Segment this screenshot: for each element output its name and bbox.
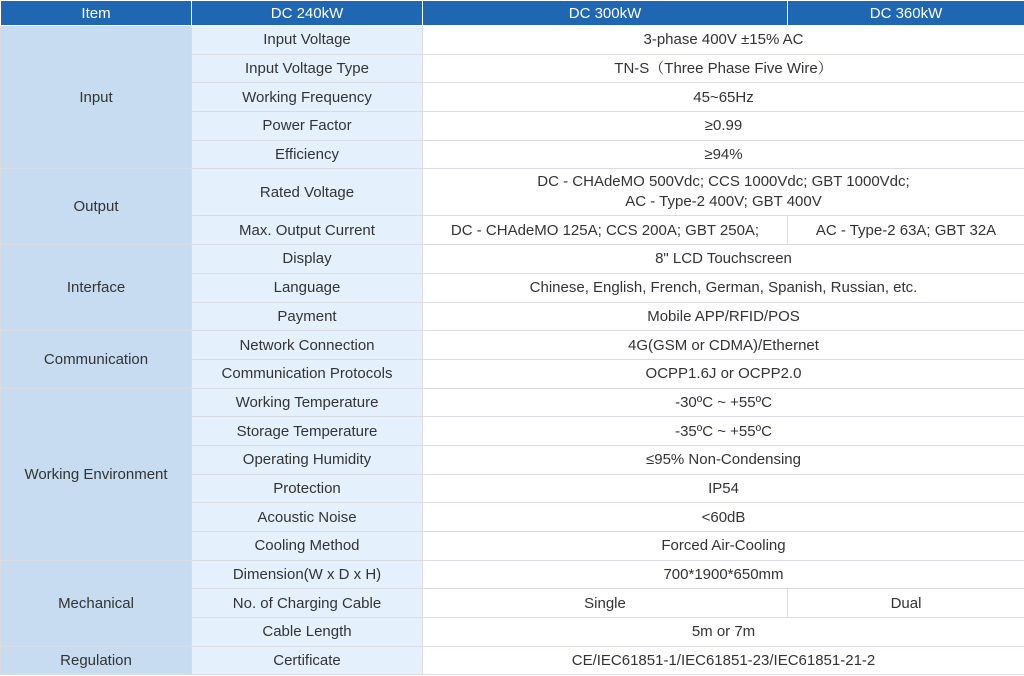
- row-label: No. of Charging Cable: [192, 589, 423, 618]
- row-label: Power Factor: [192, 112, 423, 141]
- row-label: Protection: [192, 474, 423, 503]
- row-label: Working Frequency: [192, 83, 423, 112]
- row-value: <60dB: [423, 503, 1024, 532]
- row-value: ≥94%: [423, 140, 1024, 169]
- row-value: [423, 169, 1024, 216]
- category-input: Input: [1, 26, 192, 169]
- row-label: Payment: [192, 302, 423, 331]
- row-value-ac: AC - Type-2 63A; GBT 32A: [788, 216, 1024, 245]
- rated-voltage-line-2: AC - Type-2 400V; GBT 400V: [625, 193, 822, 211]
- row-value: Chinese, English, French, German, Spanish, Russian, etc.: [423, 273, 1024, 302]
- row-value: CE/IEC61851-1/IEC61851-23/IEC61851-21-2: [423, 646, 1024, 675]
- header-dc-300kw: DC 300kW: [423, 1, 788, 26]
- table-row: [1, 26, 1024, 55]
- row-label: Max. Output Current: [192, 216, 423, 245]
- row-label: Certificate: [192, 646, 423, 675]
- category-working-environment: Working Environment: [1, 388, 192, 560]
- row-label: Language: [192, 273, 423, 302]
- header-dc-360kw: DC 360kW: [788, 1, 1024, 26]
- row-label: Cooling Method: [192, 532, 423, 561]
- category-output: Output: [1, 169, 192, 245]
- category-regulation: Regulation: [1, 646, 192, 675]
- row-value: Forced Air-Cooling: [423, 532, 1024, 561]
- row-value-single: Single: [423, 589, 788, 618]
- table-row: [1, 169, 1024, 216]
- category-communication: Communication: [1, 331, 192, 388]
- header-dc-240kw: DC 240kW: [192, 1, 423, 26]
- category-interface: Interface: [1, 245, 192, 331]
- category-mechanical: Mechanical: [1, 560, 192, 646]
- row-value: ≤95% Non-Condensing: [423, 445, 1024, 474]
- row-value: 4G(GSM or CDMA)/Ethernet: [423, 331, 1024, 360]
- table-row: [1, 245, 1024, 274]
- row-value: -30ºC ~ +55ºC: [423, 388, 1024, 417]
- row-value: ≥0.99: [423, 112, 1024, 141]
- row-label: Acoustic Noise: [192, 503, 423, 532]
- row-label: Operating Humidity: [192, 445, 423, 474]
- header-row: [1, 1, 1024, 26]
- row-value: 45~65Hz: [423, 83, 1024, 112]
- row-label: Cable Length: [192, 618, 423, 647]
- row-value: OCPP1.6J or OCPP2.0: [423, 359, 1024, 388]
- row-label: Communication Protocols: [192, 359, 423, 388]
- table-row: [1, 388, 1024, 417]
- row-label: Storage Temperature: [192, 417, 423, 446]
- row-label: Rated Voltage: [192, 169, 423, 216]
- table-row: [1, 560, 1024, 589]
- row-value: 5m or 7m: [423, 618, 1024, 647]
- row-value: -35ºC ~ +55ºC: [423, 417, 1024, 446]
- table-row: [1, 646, 1024, 675]
- row-label: Dimension(W x D x H): [192, 560, 423, 589]
- row-value: 3-phase 400V ±15% AC: [423, 26, 1024, 55]
- row-label: Input Voltage Type: [192, 54, 423, 83]
- row-value-dc: DC - CHAdeMO 125A; CCS 200A; GBT 250A;: [423, 216, 788, 245]
- row-value: 700*1900*650mm: [423, 560, 1024, 589]
- table-row: [1, 331, 1024, 360]
- row-value: Mobile APP/RFID/POS: [423, 302, 1024, 331]
- row-value: 8" LCD Touchscreen: [423, 245, 1024, 274]
- rated-voltage-line-1: DC - CHAdeMO 500Vdc; CCS 1000Vdc; GBT 1000Vdc;: [537, 173, 910, 191]
- row-label: Efficiency: [192, 140, 423, 169]
- row-value: TN-S（Three Phase Five Wire）: [423, 54, 1024, 83]
- row-value: IP54: [423, 474, 1024, 503]
- row-label: Network Connection: [192, 331, 423, 360]
- row-label: Input Voltage: [192, 26, 423, 55]
- header-item: Item: [1, 1, 192, 26]
- row-label: Working Temperature: [192, 388, 423, 417]
- row-label: Display: [192, 245, 423, 274]
- row-value-dual: Dual: [788, 589, 1024, 618]
